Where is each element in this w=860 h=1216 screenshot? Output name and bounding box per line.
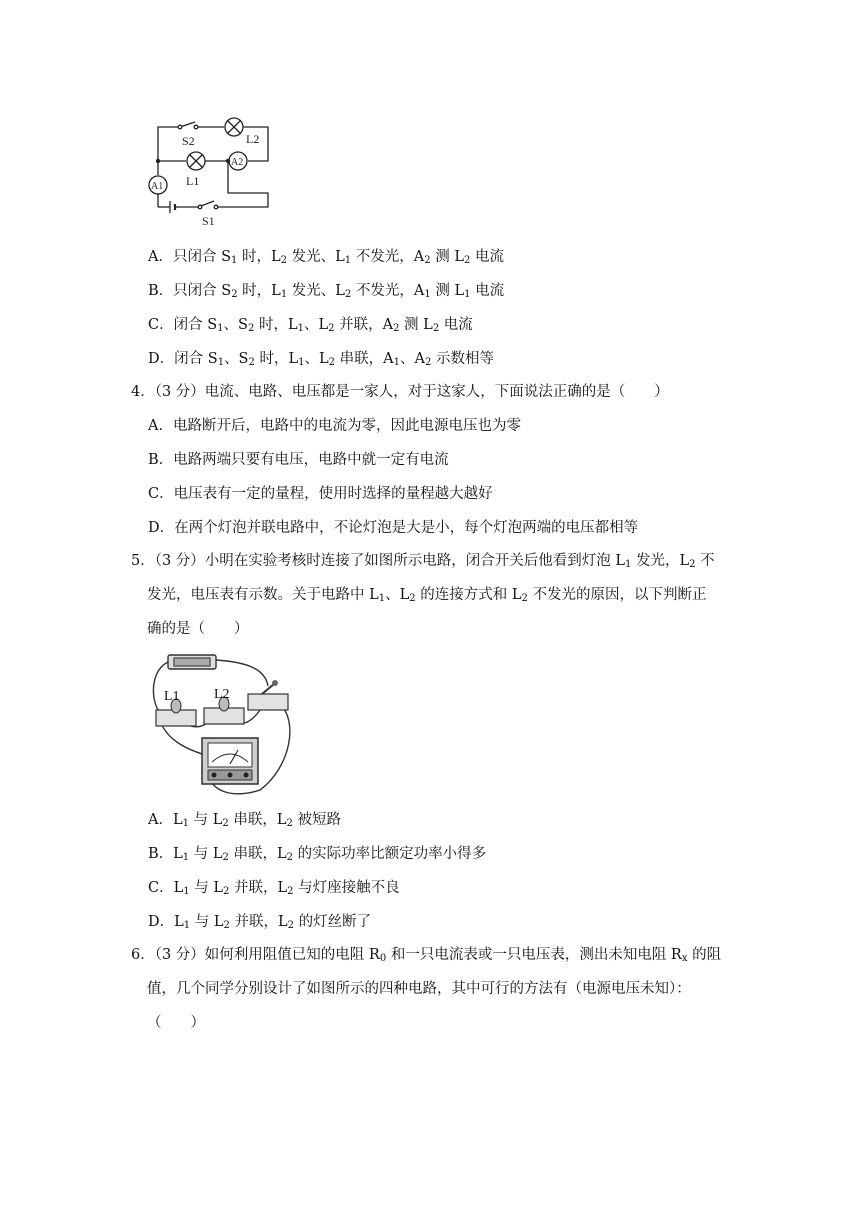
q3-option-d[interactable]: D．闭合 $S_1$、$S_2$ 时，$L_1$、$L_2$ 串联，$A_1$、$A_2$ 示数相等 [148,351,494,368]
q4-option-b[interactable]: B．电路两端只要有电压，电路中就一定有电流 [148,452,449,468]
q5-stem-line-1: 5．（3 分）小明在实验考核时连接了如图所示电路，闭合开关后他看到灯泡 $L_1$ 发光，$L_2$ 不 [131,553,715,570]
circuit-photo-q5 [150,650,300,795]
q5-option-d[interactable]: D．$L_1$ 与 $L_2$ 并联，$L_2$ 的灯丝断了 [148,914,372,931]
label-l2: L2 [246,132,260,146]
label-a1: A1 [151,181,164,192]
label-a2: A2 [231,157,244,168]
label-l1: L1 [186,174,200,188]
circuit-diagram-q3 [140,115,280,230]
photo-label-l1: L1 [164,689,180,704]
q4-option-c[interactable]: C．电压表有一定的量程，使用时选择的量程越大越好 [148,486,493,502]
q4-option-d[interactable]: D．在两个灯泡并联电路中，不论灯泡是大是小，每个灯泡两端的电压都相等 [148,520,639,536]
q4-option-a[interactable]: A．电路断开后，电路中的电流为零，因此电源电压也为零 [148,418,521,434]
label-s2: S2 [182,134,195,148]
q6-stem-line-2: 值，几个同学分别设计了如图所示的四种电路，其中可行的方法有（电源电压未知）： [147,981,691,997]
q4-stem: 4．（3 分）电流、电路、电压都是一家人，对于这家人，下面说法正确的是（ ） [131,384,669,400]
q5-option-a[interactable]: A．$L_1$ 与 $L_2$ 串联，$L_2$ 被短路 [148,812,341,829]
q3-option-b[interactable]: B．只闭合 $S_2$ 时，$L_1$ 发光、$L_2$ 不发光，$A_1$ 测 $L_1$ 电流 [148,283,505,300]
q3-option-a[interactable]: A．只闭合 $S_1$ 时，$L_2$ 发光、$L_1$ 不发光，$A_2$ 测 $L_2$ 电流 [148,249,504,266]
q3-option-c[interactable]: C．闭合 $S_1$、$S_2$ 时，$L_1$、$L_2$ 并联，$A_2$ 测 $L_2$ 电流 [148,317,473,334]
q6-stem-line-1: 6．（3 分）如何利用阻值已知的电阻 $R_0$ 和一只电流表或一只电压表，测出未知电阻 $R_x$ 的阻 [131,947,722,964]
q5-option-b[interactable]: B．$L_1$ 与 $L_2$ 串联，$L_2$ 的实际功率比额定功率小得多 [148,846,487,863]
q5-stem-line-3: 确的是（ ） [147,621,249,637]
label-s1: S1 [202,214,215,228]
photo-label-l2: L2 [214,687,230,702]
q5-stem-line-2: 发光，电压表有示数。关于电路中 $L_1$、$L_2$ 的连接方式和 $L_2$ 不发光的原因，以下判断正 [147,587,707,604]
q6-stem-line-3: （ ） [147,1015,205,1031]
q5-option-c[interactable]: C．$L_1$ 与 $L_2$ 并联，$L_2$ 与灯座接触不良 [148,880,400,897]
